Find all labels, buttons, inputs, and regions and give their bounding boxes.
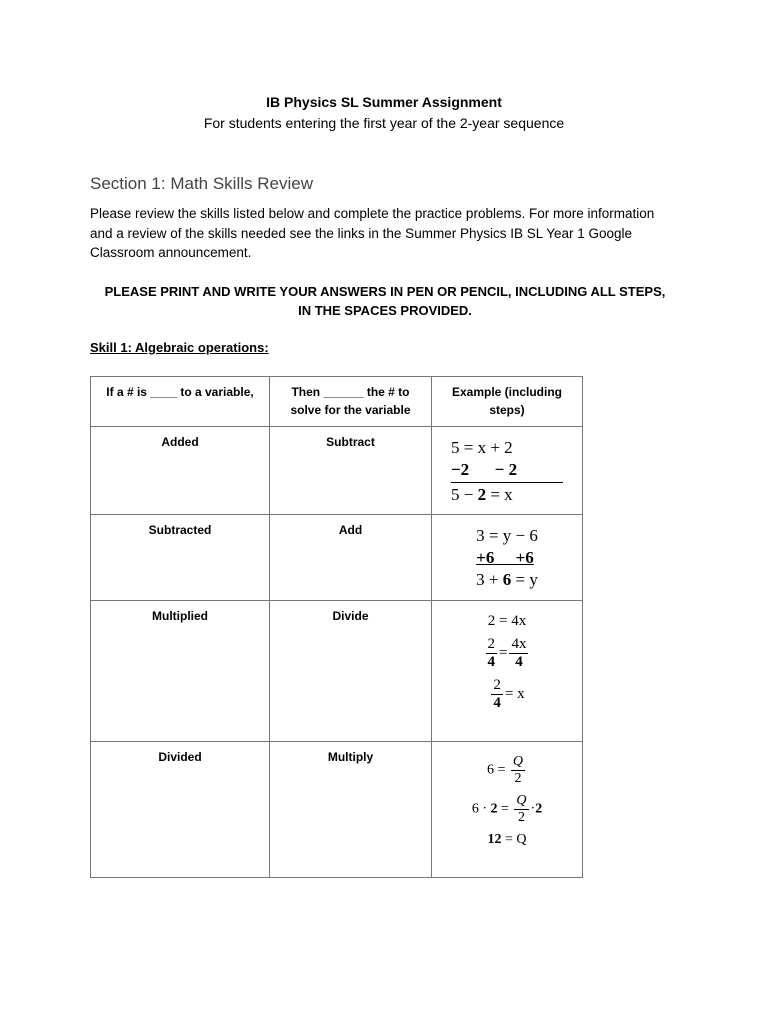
example-term: 6 bbox=[502, 570, 512, 589]
example-cell bbox=[432, 427, 583, 515]
example-line bbox=[432, 793, 582, 826]
example-term: 5 − bbox=[451, 485, 478, 504]
fraction-denominator: 4 bbox=[493, 695, 501, 711]
page-subtitle: For students entering the first year of the 2-year sequence bbox=[203, 115, 565, 131]
example-term: = x bbox=[486, 485, 513, 504]
example-term: · bbox=[530, 801, 536, 817]
instruction-text: PLEASE PRINT AND WRITE YOUR ANSWERS IN PEN OR PENCIL, INCLUDING ALL STEPS, IN THE SPACES PROVIDED. bbox=[104, 284, 666, 318]
algebraic-operations-table bbox=[90, 376, 583, 878]
fraction bbox=[509, 636, 528, 671]
example-term: 12 bbox=[487, 832, 502, 847]
table-row bbox=[91, 742, 583, 878]
column-header: Example (including steps) bbox=[432, 377, 583, 427]
example-cell bbox=[432, 742, 583, 878]
fraction bbox=[514, 793, 528, 826]
fraction bbox=[511, 754, 525, 787]
example-line: 2 = 4x bbox=[487, 613, 527, 629]
example-subtracted bbox=[476, 525, 538, 591]
page-title: IB Physics SL Summer Assignment bbox=[266, 94, 502, 110]
fraction-numerator: Q bbox=[512, 754, 524, 769]
column-header: If a # is ____ to a variable, bbox=[91, 377, 270, 427]
example-rule bbox=[451, 482, 563, 483]
example-line: −2 − 2 bbox=[451, 460, 518, 479]
intro-paragraph: Please review the skills listed below and complete the practice problems. For more information and a review of the skills needed see the links in the Summer Physics IB SL Year 1 Google Classroom announcement. bbox=[90, 206, 655, 260]
example-term: = Q bbox=[501, 832, 527, 847]
example-term: 2 bbox=[490, 801, 498, 817]
example-cell bbox=[432, 601, 583, 742]
example-term: 2 bbox=[535, 801, 543, 817]
fraction-denominator: 4 bbox=[487, 654, 496, 670]
fraction-numerator: 4x bbox=[511, 636, 527, 652]
skill-heading: Skill 1: Algebraic operations: bbox=[90, 340, 269, 355]
table-header-row bbox=[91, 377, 583, 427]
column-header: Then ______ the # to solve for the variable bbox=[270, 377, 432, 427]
example-line: 3 = y − 6 bbox=[476, 526, 538, 545]
example-line: 5 = x + 2 bbox=[451, 438, 513, 457]
inverse-cell: Multiply bbox=[270, 742, 432, 878]
example-line: +6 +6 bbox=[476, 548, 534, 567]
example-term: 2 bbox=[477, 485, 487, 504]
fraction-numerator: 2 bbox=[493, 677, 501, 693]
example-term: = y bbox=[511, 570, 538, 589]
operation-cell: Divided bbox=[91, 742, 270, 878]
fraction bbox=[486, 636, 498, 671]
example-line bbox=[432, 754, 582, 787]
example-line bbox=[451, 484, 563, 506]
section-heading: Section 1: Math Skills Review bbox=[90, 174, 313, 193]
example-multiplied bbox=[432, 613, 582, 712]
inverse-cell: Divide bbox=[270, 601, 432, 742]
fraction-numerator: 2 bbox=[487, 636, 496, 652]
inverse-cell: Subtract bbox=[270, 427, 432, 515]
table-row bbox=[91, 427, 583, 515]
fraction-denominator: 2 bbox=[514, 809, 528, 826]
example-term: = bbox=[497, 801, 509, 817]
example-term: 6 = bbox=[486, 762, 506, 778]
table-row bbox=[91, 515, 583, 601]
example-added bbox=[451, 437, 563, 506]
example-line bbox=[476, 569, 538, 591]
operation-cell: Multiplied bbox=[91, 601, 270, 742]
example-line: $\frac{2}{4}$ = $\frac{4x}{4}$ bbox=[487, 636, 527, 670]
fraction bbox=[491, 677, 503, 712]
table-row bbox=[91, 601, 583, 742]
inverse-cell: Add bbox=[270, 515, 432, 601]
example-term: 6 · bbox=[471, 801, 491, 817]
example-term: = x bbox=[504, 685, 525, 702]
operation-cell: Subtracted bbox=[91, 515, 270, 601]
example-line bbox=[432, 832, 582, 848]
example-divided bbox=[432, 754, 582, 848]
example-term: 3 + bbox=[476, 570, 503, 589]
fraction-numerator: Q bbox=[516, 793, 527, 808]
example-line bbox=[432, 677, 582, 712]
fraction-denominator: 2 bbox=[511, 770, 525, 787]
example-cell bbox=[432, 515, 583, 601]
fraction-denominator: 4 bbox=[509, 653, 528, 671]
operation-cell: Added bbox=[91, 427, 270, 515]
